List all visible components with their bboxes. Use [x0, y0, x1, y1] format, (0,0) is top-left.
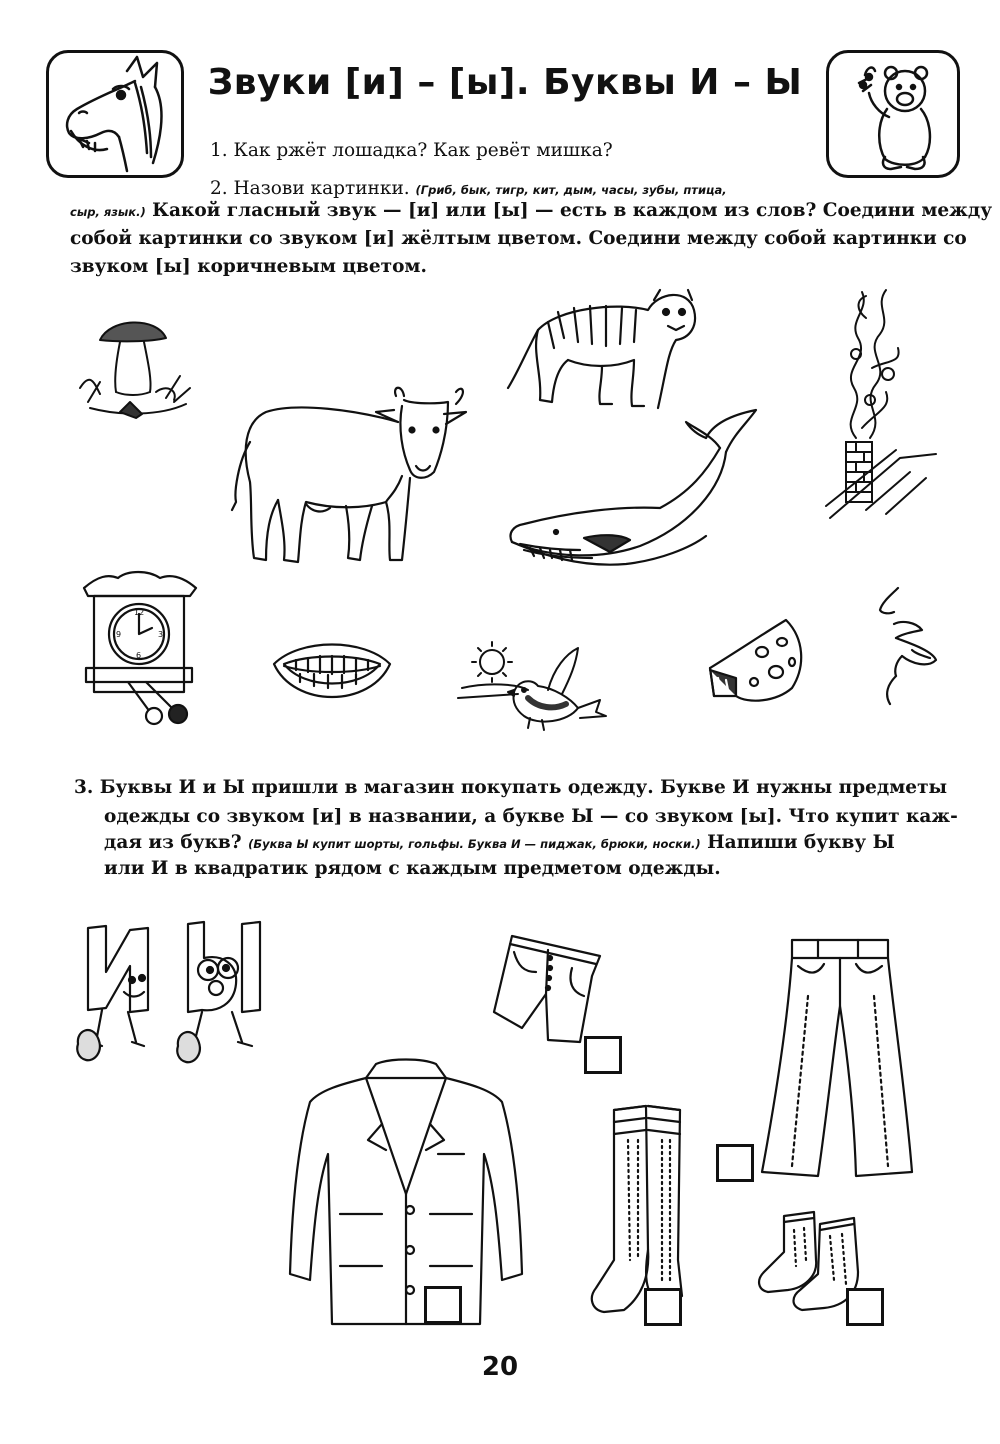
jacket-answer-box[interactable]: [424, 1286, 462, 1324]
cheese-picture: [706, 612, 806, 704]
task2-hint-1: (Гриб, бык, тигр, кит, дым, часы, зубы, птица,: [415, 183, 727, 197]
task3-line-1: 3. Буквы И и Ы пришли в магазин покупать одежду. Букве И нужны предметы: [74, 777, 948, 798]
horse-head-icon: [49, 53, 181, 175]
trousers-answer-box[interactable]: [716, 1144, 754, 1182]
svg-text:9: 9: [116, 630, 122, 639]
tiger-picture: [498, 282, 703, 412]
mushroom-picture: [70, 312, 200, 422]
task2-line-4: звуком [ы] коричневым цветом.: [70, 256, 427, 277]
shorts-answer-box[interactable]: [584, 1036, 622, 1074]
task2-line-3: собой картинки со звуком [и] жёлтым цветом. Соедини между собой картинки со: [70, 228, 967, 249]
knee-socks-answer-box[interactable]: [644, 1288, 682, 1326]
task3-question: дая из букв?: [104, 832, 242, 853]
socks-answer-box[interactable]: [846, 1288, 884, 1326]
svg-text:12: 12: [134, 608, 145, 617]
svg-text:6: 6: [136, 651, 142, 660]
task3-line-3: [104, 832, 895, 853]
clock-picture: [78, 570, 202, 730]
letters-i-y-picture: [72, 918, 272, 1076]
task2-hint-2: сыр, язык.): [70, 205, 146, 219]
task2-intro-line: [210, 178, 727, 199]
task2-line-2: [70, 200, 992, 221]
tongue-picture: [872, 584, 942, 708]
task3-line-2: одежды со звуком [и] в названии, а букве Ы — со звуком [ы]. Что купит каж-: [104, 806, 958, 827]
teeth-picture: [270, 634, 394, 716]
bear-cub-icon: [829, 53, 957, 175]
whale-picture: [500, 408, 762, 576]
page-number: 20: [481, 1352, 519, 1382]
trousers-picture: [758, 936, 918, 1182]
page-title: Звуки [и] – [ы]. Буквы И – Ы: [207, 62, 803, 103]
shorts-picture: [492, 932, 604, 1048]
horse-frame: [46, 50, 184, 178]
task1-text: 1. Как ржёт лошадка? Как ревёт мишка?: [210, 140, 613, 161]
task3-hint: (Буква Ы купит шорты, гольфы. Буква И — пиджак, брюки, носки.): [248, 837, 701, 851]
svg-text:3: 3: [158, 630, 164, 639]
jacket-picture: [286, 1054, 526, 1334]
bird-picture: [458, 638, 608, 734]
task3-line-4: или И в квадратик рядом с каждым предметом одежды.: [104, 858, 721, 879]
smoke-chimney-picture: [826, 288, 938, 520]
bear-frame: [826, 50, 960, 178]
task3-instruction: Напиши букву Ы: [707, 832, 895, 853]
bull-picture: [226, 382, 474, 574]
task2-intro: 2. Назови картинки.: [210, 178, 410, 199]
task2-question: Какой гласный звук — [и] или [ы] — есть в каждом из слов? Соедини между: [152, 200, 993, 221]
